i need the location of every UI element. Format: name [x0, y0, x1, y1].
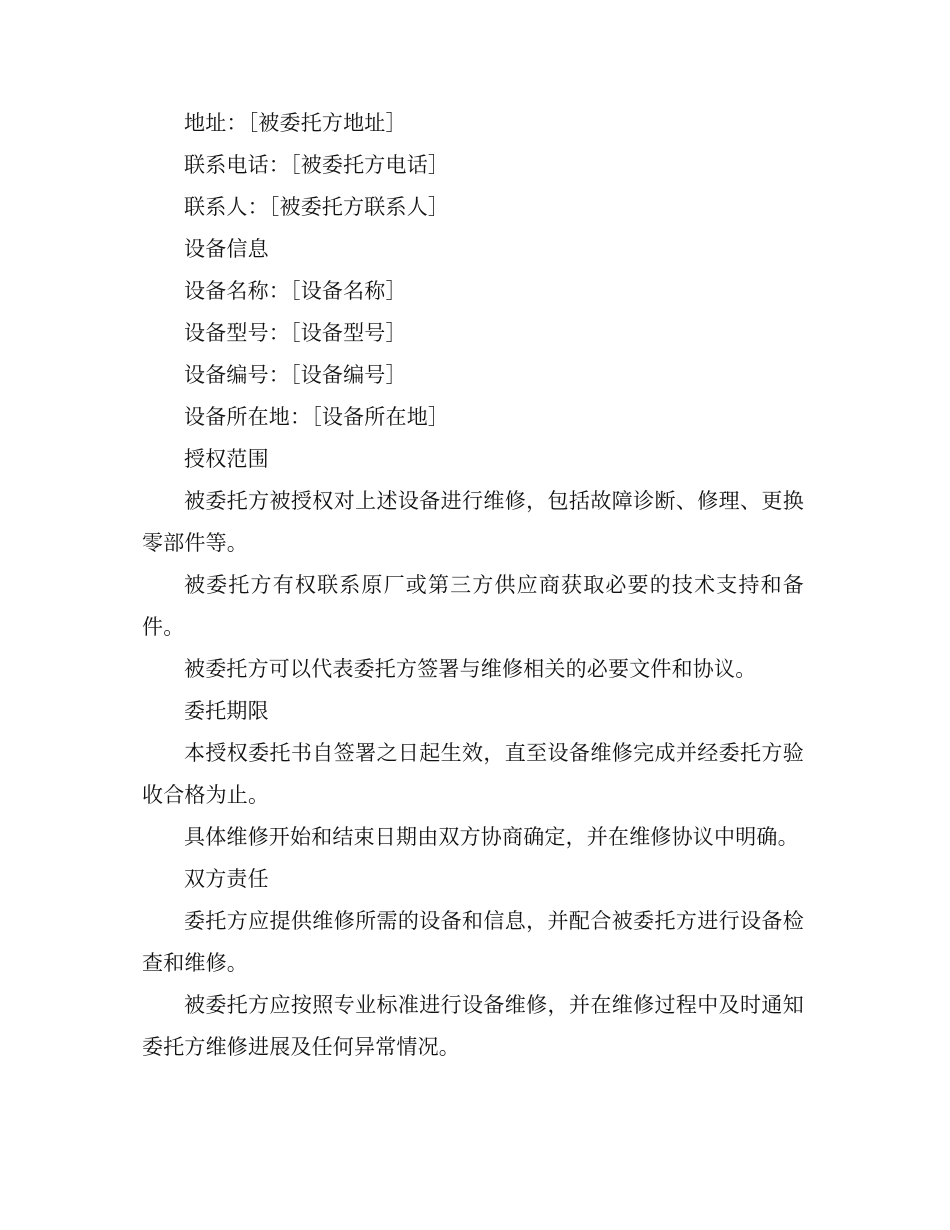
phone-line: 联系电话：［被委托方电话］	[184, 153, 450, 177]
contact-person-line: 联系人：［被委托方联系人］	[184, 195, 450, 219]
responsibility-heading: 双方责任	[184, 867, 269, 891]
scope-paragraph-3: 被委托方可以代表委托方签署与维修相关的必要文件和协议。	[184, 657, 757, 681]
responsibility-paragraph-1: 委托方应提供维修所需的设备和信息，并配合被委托方进行设备检查和维修。	[142, 909, 804, 975]
equipment-location-line: 设备所在地：［设备所在地］	[184, 405, 450, 429]
term-heading: 委托期限	[184, 699, 269, 723]
term-paragraph-2: 具体维修开始和结束日期由双方协商确定，并在维修协议中明确。	[184, 825, 799, 849]
document-body	[142, 102, 804, 1068]
equipment-model-line: 设备型号：［设备型号］	[184, 321, 407, 345]
equipment-number-line: 设备编号：［设备编号］	[184, 363, 407, 387]
term-paragraph-1: 本授权委托书自签署之日起生效，直至设备维修完成并经委托方验收合格为止。	[142, 741, 804, 807]
responsibility-paragraph-2: 被委托方应按照专业标准进行设备维修，并在维修过程中及时通知委托方维修进展及任何异常情况。	[142, 993, 804, 1059]
scope-heading: 授权范围	[184, 447, 269, 471]
scope-paragraph-2: 被委托方有权联系原厂或第三方供应商获取必要的技术支持和备件。	[142, 573, 804, 639]
address-line: 地址：［被委托方地址］	[184, 111, 407, 135]
equipment-heading: 设备信息	[184, 237, 269, 261]
equipment-name-line: 设备名称：［设备名称］	[184, 279, 407, 303]
scope-paragraph-1: 被委托方被授权对上述设备进行维修，包括故障诊断、修理、更换零部件等。	[142, 489, 804, 555]
